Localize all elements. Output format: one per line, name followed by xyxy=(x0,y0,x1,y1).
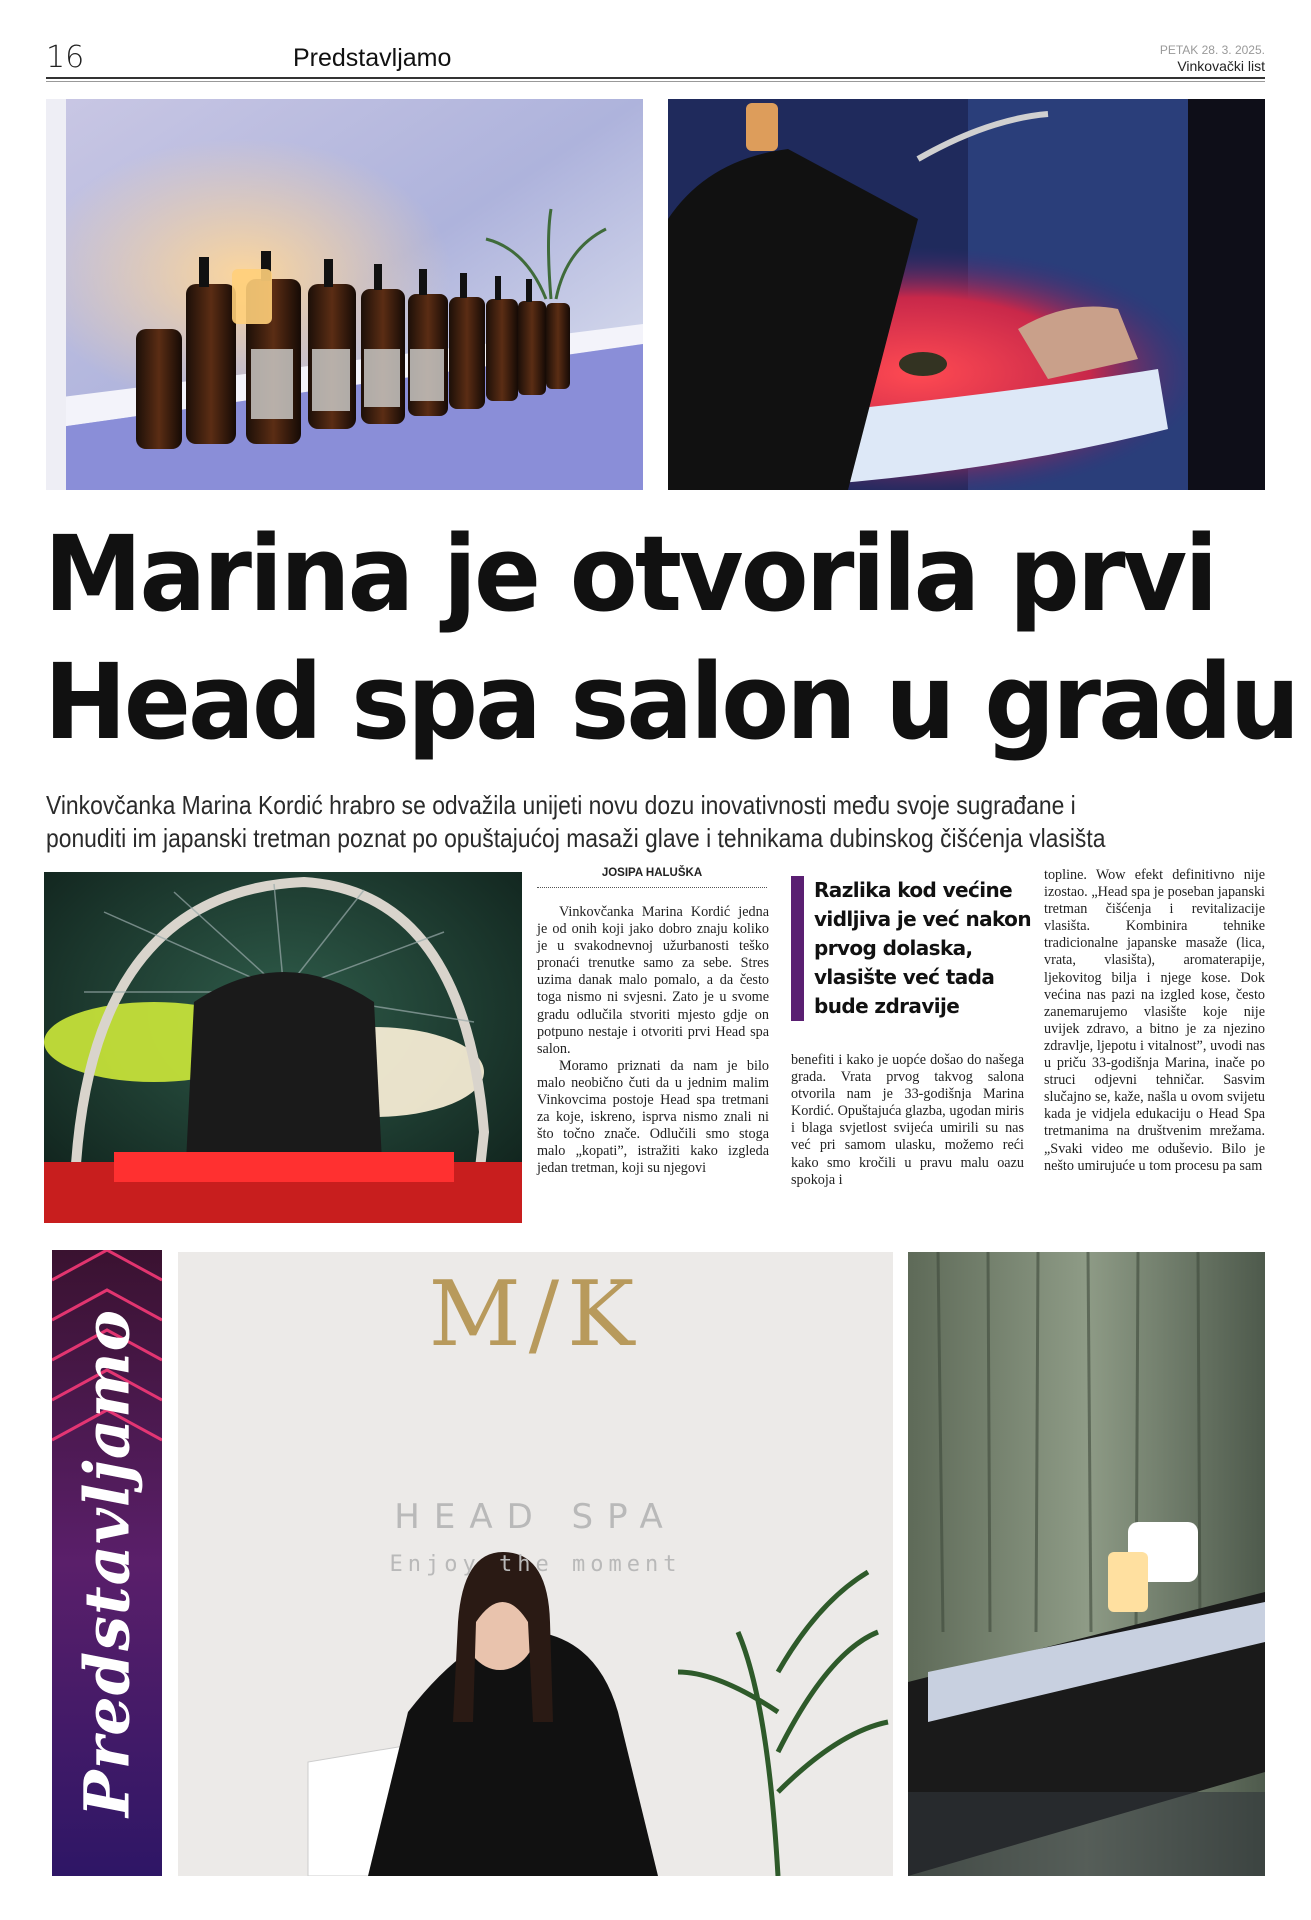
newspaper-name: Vinkovački list xyxy=(1177,57,1265,74)
issue-date: PETAK 28. 3. 2025. xyxy=(1159,43,1265,57)
photo-product-bottles xyxy=(46,99,643,490)
side-label-neon xyxy=(52,1250,162,1876)
headline-line-1: Marina je otvorila prvi xyxy=(44,513,1216,635)
issue-info xyxy=(1160,44,1265,74)
side-label-text: Predstavljamo xyxy=(70,1309,144,1817)
page-number: 16 xyxy=(46,40,85,75)
lead-line-1: Vinkovčanka Marina Kordić hrabro se odvažila unijeti novu dozu inovativnosti među svoje sugrađane i xyxy=(46,790,1076,820)
salon-tagline: Enjoy the moment xyxy=(389,1552,682,1577)
section-title: Predstavljamo xyxy=(293,44,452,72)
header-rule-thin xyxy=(46,81,1265,82)
photo-treatment-bed xyxy=(908,1252,1265,1876)
article-column-1 xyxy=(537,904,769,1178)
article-paragraph: Vinkovčanka Marina Kordić jedna je od onih koji jako dobro znaju koliko je u svakodnevnoj užurbanosti teško pronaći trenutke samo za sebe. Stres uzima danak malo pomalo, a da često toga nismo ni svjesni. Zato je u svome gradu odlučila stvoriti mjesto gdje on potpuno nestaje i otvoriti prvi Head spa salon. xyxy=(537,904,769,1057)
lead-line-2: ponuditi im japanski tretman poznat po opuštajućoj masaži glave i tehnikama dubinskog čišćenja vlasišta xyxy=(46,823,1106,853)
photo-wash-basin xyxy=(668,99,1265,490)
headline-line-2: Head spa salon u gradu xyxy=(44,641,1298,763)
lead-paragraph xyxy=(46,789,1276,855)
photo-head-spa-treatment xyxy=(44,872,522,1223)
article-column-2 xyxy=(791,1052,1024,1189)
header-rule xyxy=(46,77,1265,79)
photo-marina-portrait xyxy=(178,1252,893,1876)
salon-logo: M/K xyxy=(428,1262,643,1367)
article-column-3 xyxy=(1044,867,1265,1175)
article-paragraph: benefiti i kako je uopće došao do našega grada. Vrata prvog takvog salona otvorila nam je 33-godišnja Marina Kordić. Opuštajuća glazba, ugodan miris i blaga svjetlost svijeća umirili su nas već pri samom ulasku, možemo reći kako smo kročili u pravu malu oazu spokoja i xyxy=(791,1052,1024,1188)
salon-name: HEAD SPA xyxy=(394,1497,677,1537)
article-paragraph: Moramo priznati da nam je bilo malo neobično čuti da u jednim malim Vinkovcima postoje Head spa tretmani za koje, iskreno, isprva nismo znali ni što točno znače. Odlučili smo stoga malo „kopati”, istražiti kako izgleda jedan tretman, koji su njegovi xyxy=(537,1057,769,1177)
article-paragraph: topline. Wow efekt definitivno nije izostao. „Head spa je poseban japanski tretman čišćenja i revitalizacije vlasišta. Kombinira tehnike tradicionalne japanske masaže (lica, vrata, vlasišta), aromaterapije, ljekovitog bilja i njege kose. Dok većina nas pazi na izgled kose, često zanemarujemo vlasište koje nije uvijek zdravo, a bitno je za njezino zdravlje, ljepotu i vitalnost”, uvodi nas u priču 33-godišnja Marina, inače po struci odjevni tehničar. Sasvim slučajno se, kaže, našla u ovom svijetu kada je vidjela edukaciju o Head Spa tretmanima na društvenim mrežama. „Svaki video me oduševio. Bilo je nešto umirujuće u tom procesu pa sam xyxy=(1044,867,1265,1174)
byline: JOSIPA HALUŠKA xyxy=(537,867,767,888)
headline xyxy=(44,510,1298,766)
pull-quote: Razlika kod većine vidljiva je već nakon prvog dolaska, vlasište već tada bude zdravije xyxy=(791,876,1034,1021)
